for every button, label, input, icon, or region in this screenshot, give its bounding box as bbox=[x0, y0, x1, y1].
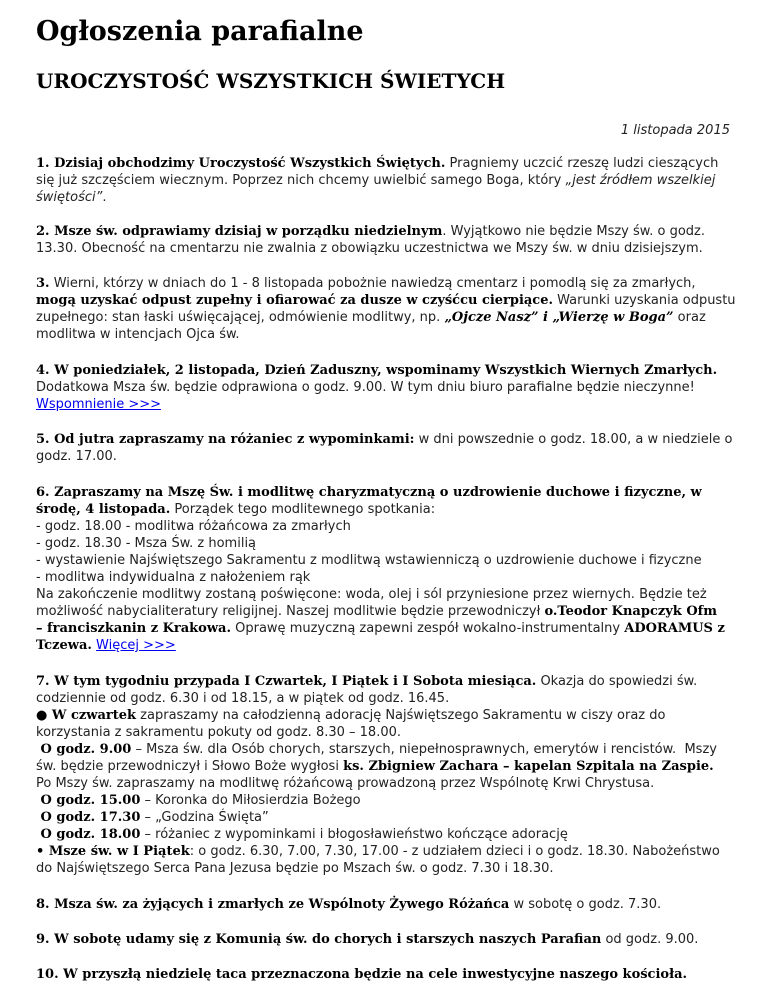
bold-text: O godz. 18.00 bbox=[36, 827, 141, 842]
bold-text: 8. Msza św. za żyjących i zmarłych ze Wspólnoty Żywego Różańca bbox=[36, 897, 510, 912]
date-line: 1 listopada 2015 bbox=[620, 123, 730, 138]
bold-text: Msze św. w I Piątek bbox=[48, 844, 190, 859]
text: Po Mszy św. zapraszamy na modlitwę różańcową prowadzoną przez Wspólnotę Krwi Chrystusa. bbox=[36, 776, 655, 791]
italic-text: świętości” bbox=[36, 190, 103, 205]
bold-text: 5. Od jutra zapraszamy na różaniec z wypominkami: bbox=[36, 432, 415, 447]
bold-text: 6. Zapraszamy na Mszę Św. i modlitwę charyzmatyczną o uzdrowienie duchowe i fizyczne, w bbox=[36, 485, 702, 500]
text: Oprawę muzyczną zapewni zespół wokalno-instrumentalny bbox=[231, 621, 625, 636]
announcement-1 bbox=[36, 155, 736, 206]
bold-text: 4. W poniedziałek, 2 listopada, Dzień Zaduszny, wspominamy Wszystkich Wiernych Zmarłych. bbox=[36, 363, 718, 378]
text: korzystania z sakramentu pokuty od godz. 8.30 – 18.00. bbox=[36, 725, 402, 740]
bold-text: 3. bbox=[36, 276, 50, 291]
announcement-4 bbox=[36, 362, 736, 413]
italic-text: „jest źródłem wszelkiej bbox=[565, 173, 716, 188]
list-item: - wystawienie Najświętszego Sakramentu z modlitwą wstawienniczą o uzdrowienie duchowe i fizyczne bbox=[36, 553, 702, 568]
bullet-icon: • bbox=[36, 844, 49, 859]
text: Porządek tego modlitewnego spotkania: bbox=[170, 502, 436, 517]
announcement-3 bbox=[36, 275, 736, 343]
text: od godz. 9.00. bbox=[601, 932, 699, 947]
list-item: - modlitwa indywidualna z nałożeniem rąk bbox=[36, 570, 311, 585]
text: się już szczęściem wiecznym. Poprzez nich chcemy uwielbić samego Boga, który bbox=[36, 173, 566, 188]
text: – różaniec z wypominkami i błogosławieństwo kończące adorację bbox=[140, 827, 568, 842]
text: zupełnego: stan łaski uświęcającej, odmówienie modlitwy, np. bbox=[36, 310, 445, 325]
announcement-9 bbox=[36, 931, 736, 948]
wspomnienie-link[interactable]: Wspomnienie >>> bbox=[36, 397, 162, 412]
wiecej-link[interactable]: Więcej >>> bbox=[96, 638, 176, 653]
bold-text: O godz. 15.00 bbox=[36, 793, 141, 808]
bold-italic-text: „Ojcze Nasz” i „Wierzę w Boga” bbox=[444, 310, 674, 325]
bold-text: 9. W sobotę udamy się z Komunią św. do chorych i starszych naszych Parafian bbox=[36, 932, 602, 947]
bold-text: Tczewa. bbox=[36, 638, 92, 653]
bold-text: mogą uzyskać odpust zupełny i ofiarować za dusze w czyśćcu cierpiące. bbox=[36, 293, 553, 308]
bullet-icon: ● bbox=[36, 708, 52, 723]
text: w dni powszednie o godz. 18.00, a w niedziele o bbox=[414, 432, 733, 447]
text: Na zakończenie modlitwy zostaną poświęcone: woda, olej i sól przyniesione przez wiernych. Będzie też bbox=[36, 587, 707, 602]
page-subtitle: UROCZYSTOŚĆ WSZYSTKICH ŚWIETYCH bbox=[36, 69, 506, 93]
text: Warunki uzyskania odpustu bbox=[552, 293, 736, 308]
text: w sobotę o godz. 7.30. bbox=[509, 897, 662, 912]
bold-text: 10. W przyszłą niedzielę taca przeznaczona będzie na cele inwestycyjne naszego kościoła. bbox=[36, 967, 688, 982]
text: Wierni, którzy w dniach do 1 - 8 listopada pobożnie nawiedzą cmentarz i pomodlą się za zmarłych, bbox=[49, 276, 696, 291]
list-item: - godz. 18.00 - modlitwa różańcowa za zmarłych bbox=[36, 519, 351, 534]
text: możliwość nabycialiteratury religijnej. Naszej modlitwie będzie przewodniczył bbox=[36, 604, 545, 619]
bold-text: o.Teodor Knapczyk Ofm bbox=[544, 604, 718, 619]
bold-text: ADORAMUS z bbox=[624, 621, 725, 636]
text: zapraszamy na całodzienną adorację Najświętszego Sakramentu w ciszy oraz do bbox=[136, 708, 666, 723]
text: modlitwa w intencjach Ojca św. bbox=[36, 327, 240, 342]
text: – „Godzina Święta” bbox=[140, 810, 269, 825]
text: godz. 17.00. bbox=[36, 449, 117, 464]
text: do Najświętszego Serca Pana Jezusa będzie po Mszach św. o godz. 7.30 i 18.30. bbox=[36, 861, 554, 876]
text: . Wyjątkowo nie będzie Mszy św. o godz. bbox=[442, 224, 705, 239]
text: . bbox=[102, 190, 107, 205]
bold-text: 1. Dzisiaj obchodzimy Uroczystość Wszystkich Świętych. bbox=[36, 156, 446, 171]
list-item: - godz. 18.30 - Msza Św. z homilią bbox=[36, 536, 257, 551]
announcement-5 bbox=[36, 431, 736, 465]
text: Dodatkowa Msza św. będzie odprawiona o godz. 9.00. W tym dniu biuro parafialne będzie nieczynne! bbox=[36, 380, 695, 395]
bold-text: 2. Msze św. odprawiamy dzisiaj w porządku niedzielnym bbox=[36, 224, 443, 239]
announcement-10 bbox=[36, 966, 736, 983]
text: Pragniemy uczcić rzeszę ludzi cieszących bbox=[445, 156, 719, 171]
text: : o godz. 6.30, 7.00, 7.30, 17.00 - z udziałem dzieci i o godz. 18.30. Nabożeństwo bbox=[189, 844, 720, 859]
text: codziennie od godz. 6.30 i od 18.15, a w piątek od godz. 16.45. bbox=[36, 691, 450, 706]
announcement-6 bbox=[36, 484, 736, 654]
bold-text: O godz. 9.00 bbox=[36, 742, 132, 757]
text: 13.30. Obecność na cmentarzu nie zwalnia z obowiązku uczestnictwa we Mszy św. w dniu dzisiejszym. bbox=[36, 241, 703, 256]
text: – Koronka do Miłosierdzia Bożego bbox=[140, 793, 361, 808]
bold-text: 7. W tym tygodniu przypada I Czwartek, I Piątek i I Sobota miesiąca. bbox=[36, 674, 537, 689]
bold-text: W czwartek bbox=[51, 708, 137, 723]
announcement-8 bbox=[36, 896, 736, 913]
text: – Msza św. dla Osób chorych, starszych, niepełnosprawnych, emerytów i rencistów. Mszy bbox=[131, 742, 717, 757]
announcement-2 bbox=[36, 223, 736, 257]
announcement-7 bbox=[36, 673, 736, 877]
bold-text: O godz. 17.30 bbox=[36, 810, 141, 825]
text: Okazja do spowiedzi św. bbox=[536, 674, 698, 689]
text: oraz bbox=[673, 310, 706, 325]
bold-text: ks. Zbigniew Zachara – kapelan Szpitala na Zaspie. bbox=[343, 759, 714, 774]
text: św. będzie przewodniczył i Słowo Boże wygłosi bbox=[36, 759, 344, 774]
bold-text: – franciszkanin z Krakowa. bbox=[36, 621, 231, 636]
page-title: Ogłoszenia parafialne bbox=[36, 16, 364, 47]
bold-text: środę, 4 listopada. bbox=[36, 502, 171, 517]
